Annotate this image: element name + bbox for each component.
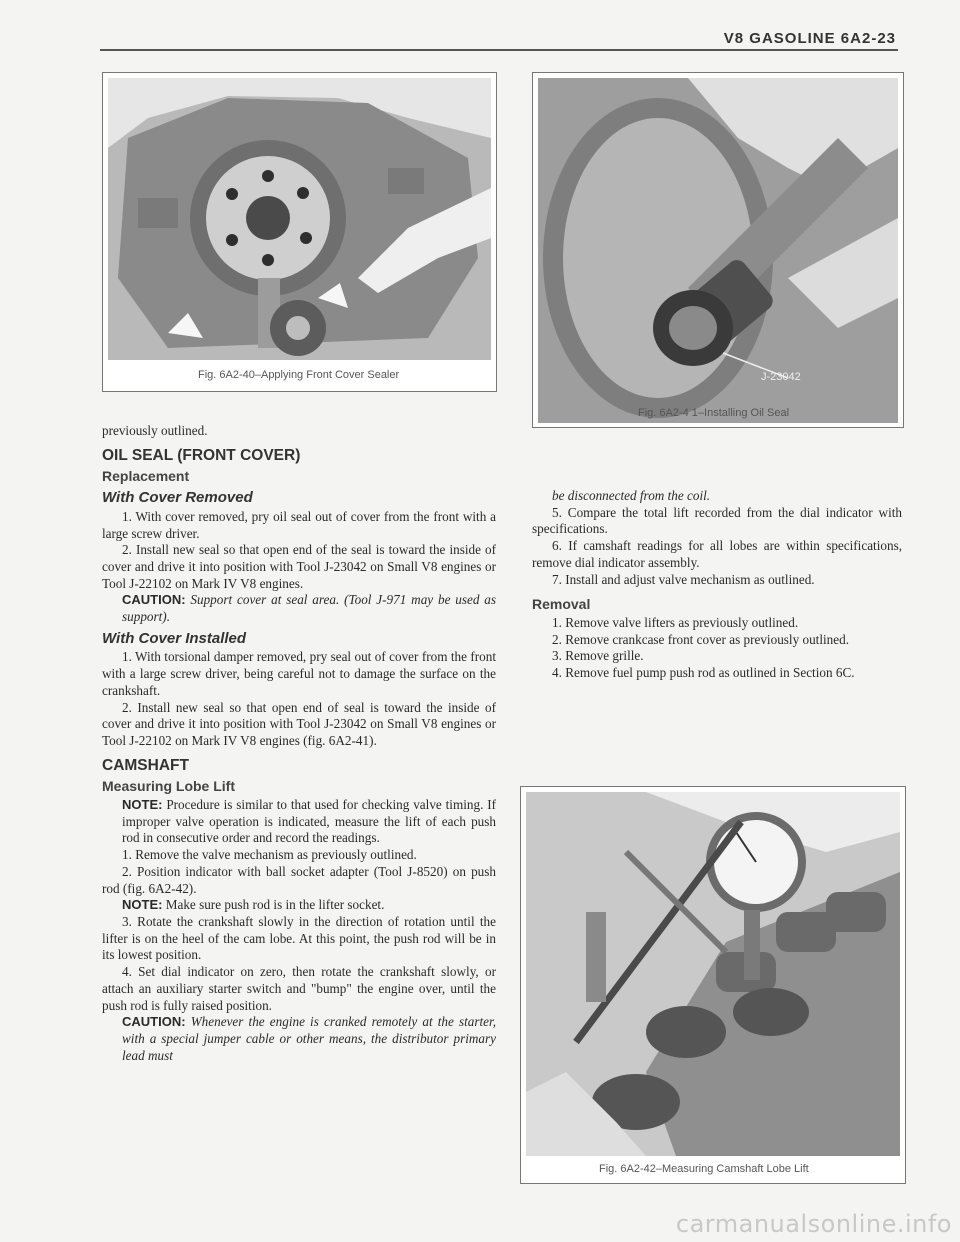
subsection-heading: Removal <box>532 596 591 613</box>
step: 2. Position indicator with ball socket adapter (Tool J-8520) on push rod (fig. 6A2-42). <box>102 863 496 896</box>
step: 3. Rotate the crankshaft slowly in the direction of rotation until the lifter is on the heel of the cam lobe. At this point, the push rod will be in its lowest position. <box>102 913 496 963</box>
step: 1. Remove valve lifters as previously outlined. <box>552 614 799 630</box>
figure-6a2-41-frame <box>532 72 904 428</box>
note <box>102 897 496 914</box>
step: 3. Remove grille. <box>552 648 644 664</box>
step: 5. Compare the total lift recorded from the dial indicator with specifications. <box>532 504 902 537</box>
paragraph: be disconnected from the coil. <box>552 488 711 503</box>
paragraph: previously outlined. <box>102 423 208 438</box>
note-text: Procedure is similar to that used for checking valve timing. If improper valve operation is indicated, measure the lift of each push rod in consecutive order and record the readings. <box>122 797 496 846</box>
watermark: carmanualsonline.info <box>675 1210 952 1238</box>
caution-label: CAUTION: <box>122 1014 186 1030</box>
procedure-heading: With Cover Installed <box>102 629 247 647</box>
step: 1. Remove the valve mechanism as previously outlined. <box>122 847 417 863</box>
right-text-column <box>532 488 902 682</box>
caution-text: Support cover at seal area. (Tool J-971 may be used as support). <box>122 592 496 625</box>
step: 2. Install new seal so that open end of the seal is toward the inside of cover and drive it into position with Tool J-23042 on Small V8 engines or Tool J-22102 on Mark IV V8 engines. <box>102 542 496 591</box>
step: 1. With torsional damper removed, pry seal out of cover from the front with a large screw driver, being careful not to damage the surface on the crankshaft. <box>102 649 496 698</box>
step: 7. Install and adjust valve mechanism as outlined. <box>552 571 815 587</box>
installing-oil-seal-photo <box>538 78 898 423</box>
step: 2. Remove crankcase front cover as previously outlined. <box>552 631 849 647</box>
figure-caption: Fig. 6A2-42–Measuring Camshaft Lobe Lift <box>599 1163 809 1175</box>
caution-text: Whenever the engine is cranked remotely at the starter, with a special jumper cable or other means, the distributor primary lead must <box>122 1014 496 1063</box>
step: 2. Install new seal so that open end of seal is toward the inside of cover and drive it into position with Tool J-23042 on Small V8 engines or Tool J-22102 on Mark IV V8 engines (fig. 6A2-41). <box>102 699 496 748</box>
caution-label: CAUTION: <box>122 592 186 608</box>
subsection-heading: Replacement <box>102 468 190 485</box>
section-heading: CAMSHAFT <box>102 756 189 774</box>
figure-6a2-42-frame <box>520 786 906 1184</box>
caution <box>102 592 496 625</box>
camshaft-lobe-lift-photo <box>526 792 900 1156</box>
procedure-heading: With Cover Removed <box>102 489 253 507</box>
step: 1. With cover removed, pry oil seal out of cover from the front with a large screw driver. <box>102 508 496 541</box>
left-text-column <box>102 423 496 1064</box>
figure-6a2-40-frame <box>102 72 497 392</box>
step: 4. Remove fuel pump push rod as outlined in Section 6C. <box>552 665 855 681</box>
step: 4. Set dial indicator on zero, then rotate the crankshaft slowly, or attach an auxiliary starter switch and "bump" the engine over, until the push rod is fully raised position. <box>102 964 496 1013</box>
note-text: Make sure push rod is in the lifter socket. <box>165 897 385 913</box>
header-rule <box>100 49 898 51</box>
note <box>102 797 496 847</box>
front-cover-sealer-photo <box>108 78 491 360</box>
caution <box>102 1014 496 1064</box>
step: 6. If camshaft readings for all lobes are within specifications, remove dial indicator assembly. <box>532 538 902 570</box>
section-heading: OIL SEAL (FRONT COVER) <box>102 446 301 464</box>
page-header: V8 GASOLINE 6A2-23 <box>723 30 896 47</box>
note-label: NOTE: <box>122 897 163 913</box>
figure-caption: Fig. 6A2-4 1–Installing Oil Seal <box>638 407 790 419</box>
note-label: NOTE: <box>122 797 163 813</box>
figure-caption: Fig. 6A2-40–Applying Front Cover Sealer <box>198 369 400 381</box>
subsection-heading: Measuring Lobe Lift <box>102 778 235 795</box>
tool-label-j23042: J-23042 <box>761 371 801 383</box>
